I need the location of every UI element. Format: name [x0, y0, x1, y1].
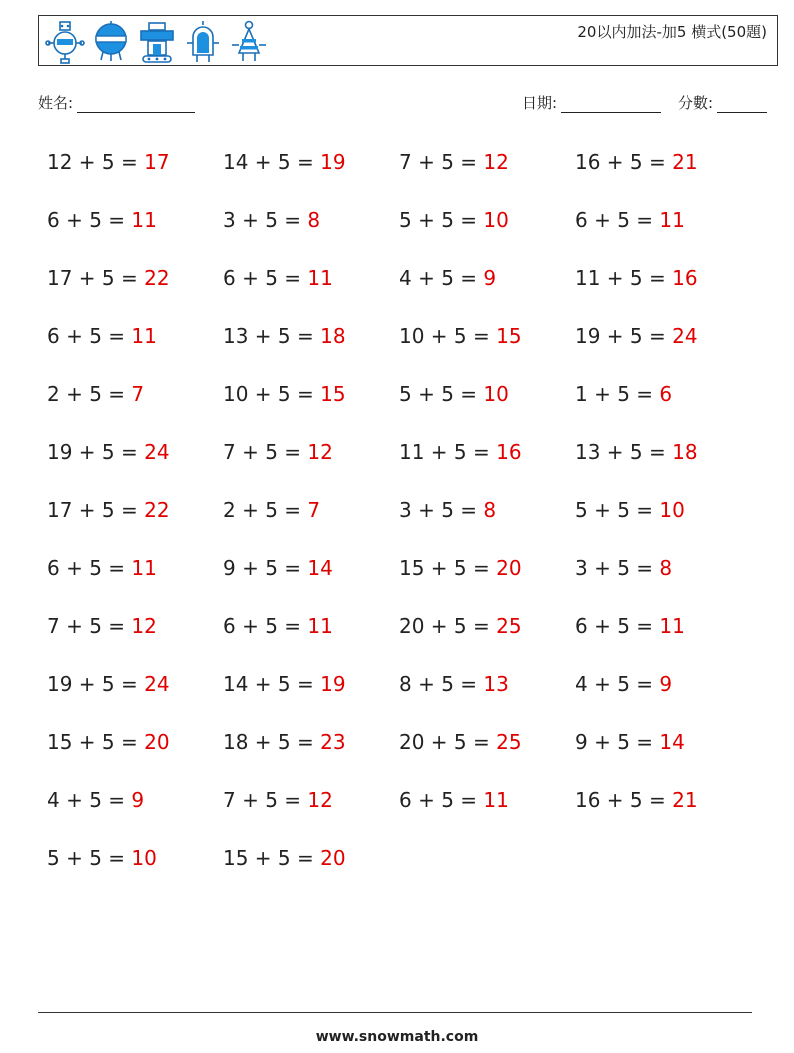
problem-item [399, 319, 522, 353]
problem-answer: 9 [659, 672, 673, 696]
footer-url: www.snowmath.com [315, 1029, 479, 1045]
problem-answer: 14 [659, 730, 685, 754]
problem-item [399, 435, 522, 469]
problem-question: 15 + 5 = [399, 556, 497, 580]
problem-item [575, 435, 698, 469]
problem-item [399, 145, 509, 179]
problem-row [47, 783, 767, 817]
problem-item [47, 783, 144, 817]
problem-question: 5 + 5 = [47, 846, 132, 870]
problem-item [575, 725, 685, 759]
problem-question: 19 + 5 = [47, 672, 145, 696]
problem-question: 10 + 5 = [223, 382, 321, 406]
problem-answer: 10 [483, 382, 509, 406]
problem-row [47, 203, 767, 237]
problem-question: 12 + 5 = [47, 150, 145, 174]
problem-answer: 21 [672, 150, 698, 174]
problem-question: 13 + 5 = [223, 324, 321, 348]
problem-item [575, 145, 698, 179]
problem-item [223, 145, 346, 179]
problem-row [47, 725, 767, 759]
problem-row [47, 319, 767, 353]
footer-divider [38, 1012, 752, 1013]
problem-item [223, 783, 333, 817]
name-field [38, 92, 195, 113]
problem-answer: 8 [483, 498, 497, 522]
problem-question: 6 + 5 = [575, 208, 660, 232]
problem-answer: 19 [320, 672, 346, 696]
problem-question: 18 + 5 = [223, 730, 321, 754]
problem-item [47, 609, 157, 643]
problem-item [575, 493, 685, 527]
problem-item [575, 261, 698, 295]
problem-answer: 24 [144, 440, 170, 464]
problem-item [47, 493, 170, 527]
problem-question: 2 + 5 = [223, 498, 308, 522]
problem-question: 11 + 5 = [399, 440, 497, 464]
problem-question: 9 + 5 = [575, 730, 660, 754]
problem-item [223, 261, 333, 295]
problem-answer: 18 [672, 440, 698, 464]
problem-answer: 11 [131, 556, 157, 580]
problem-row [47, 145, 767, 179]
problem-question: 16 + 5 = [575, 150, 673, 174]
problem-question: 7 + 5 = [223, 440, 308, 464]
problem-question: 5 + 5 = [575, 498, 660, 522]
problem-item [575, 551, 672, 585]
problem-item [47, 261, 170, 295]
problem-item [399, 377, 509, 411]
problem-item [575, 319, 698, 353]
date-label: 日期: [522, 94, 558, 112]
problem-answer: 20 [496, 556, 522, 580]
problem-item [47, 319, 157, 353]
problem-question: 6 + 5 = [47, 208, 132, 232]
problem-question: 3 + 5 = [223, 208, 308, 232]
problem-question: 11 + 5 = [575, 266, 673, 290]
header-box [38, 15, 778, 66]
problem-answer: 24 [672, 324, 698, 348]
problem-item [47, 145, 170, 179]
problem-row [47, 493, 767, 527]
score-field [678, 92, 767, 113]
problem-question: 6 + 5 = [575, 614, 660, 638]
problem-answer: 25 [496, 614, 522, 638]
problem-question: 13 + 5 = [575, 440, 673, 464]
problem-question: 6 + 5 = [223, 266, 308, 290]
problem-answer: 10 [659, 498, 685, 522]
problem-item [399, 203, 509, 237]
problem-item [399, 725, 522, 759]
problem-answer: 15 [496, 324, 522, 348]
problem-question: 10 + 5 = [399, 324, 497, 348]
problem-answer: 7 [307, 498, 321, 522]
problem-answer: 17 [144, 150, 170, 174]
problem-question: 2 + 5 = [47, 382, 132, 406]
problem-item [47, 377, 144, 411]
problem-question: 19 + 5 = [47, 440, 145, 464]
problem-question: 7 + 5 = [399, 150, 484, 174]
problem-item [223, 203, 320, 237]
problem-question: 1 + 5 = [575, 382, 660, 406]
problem-question: 3 + 5 = [575, 556, 660, 580]
problem-answer: 10 [483, 208, 509, 232]
robot-icons [45, 19, 269, 65]
problem-question: 6 + 5 = [223, 614, 308, 638]
robot-5-icon [229, 19, 269, 65]
name-label: 姓名: [38, 94, 74, 112]
problem-item [575, 667, 672, 701]
problem-row [47, 609, 767, 643]
problem-question: 14 + 5 = [223, 150, 321, 174]
problem-item [575, 377, 672, 411]
problem-answer: 16 [672, 266, 698, 290]
problem-answer: 12 [483, 150, 509, 174]
problem-question: 7 + 5 = [223, 788, 308, 812]
problem-question: 9 + 5 = [223, 556, 308, 580]
problem-item [575, 203, 685, 237]
problem-question: 19 + 5 = [575, 324, 673, 348]
problem-item [399, 493, 496, 527]
problem-question: 6 + 5 = [399, 788, 484, 812]
problem-item [223, 377, 346, 411]
problem-question: 20 + 5 = [399, 614, 497, 638]
date-field [522, 92, 661, 113]
problem-question: 4 + 5 = [399, 266, 484, 290]
problem-answer: 12 [131, 614, 157, 638]
robot-3-icon [137, 19, 177, 65]
problem-answer: 9 [131, 788, 145, 812]
problem-item [399, 261, 496, 295]
name-blank[interactable] [77, 96, 195, 113]
problem-item [223, 609, 333, 643]
problem-answer: 21 [672, 788, 698, 812]
problem-answer: 24 [144, 672, 170, 696]
problem-item [399, 551, 522, 585]
problem-answer: 11 [131, 324, 157, 348]
problem-answer: 12 [307, 788, 333, 812]
problem-answer: 11 [307, 266, 333, 290]
problem-answer: 9 [483, 266, 497, 290]
problem-answer: 15 [320, 382, 346, 406]
robot-1-icon [45, 19, 85, 65]
worksheet-title: 20以内加法-加5 横式(50題) [577, 23, 767, 41]
problem-item [575, 609, 685, 643]
problem-answer: 10 [131, 846, 157, 870]
problem-item [399, 783, 509, 817]
problem-answer: 20 [144, 730, 170, 754]
robot-2-icon [91, 19, 131, 65]
problem-answer: 11 [659, 208, 685, 232]
problem-item [47, 667, 170, 701]
date-blank[interactable] [561, 96, 661, 113]
problem-row [47, 261, 767, 295]
problem-answer: 22 [144, 266, 170, 290]
problem-question: 16 + 5 = [575, 788, 673, 812]
problem-answer: 8 [659, 556, 673, 580]
problem-answer: 12 [307, 440, 333, 464]
problem-item [47, 841, 157, 875]
score-label: 分數: [678, 94, 714, 112]
problem-question: 3 + 5 = [399, 498, 484, 522]
problem-answer: 25 [496, 730, 522, 754]
problem-item [47, 725, 170, 759]
problem-question: 17 + 5 = [47, 498, 145, 522]
info-row [38, 92, 770, 116]
problem-answer: 19 [320, 150, 346, 174]
problem-item [399, 609, 522, 643]
problem-answer: 13 [483, 672, 509, 696]
problem-answer: 14 [307, 556, 333, 580]
problem-item [223, 435, 333, 469]
problem-item [47, 435, 170, 469]
problem-item [223, 725, 346, 759]
problem-item [223, 493, 320, 527]
problem-item [223, 667, 346, 701]
problem-row [47, 377, 767, 411]
problem-item [399, 667, 509, 701]
problem-row [47, 551, 767, 585]
problem-question: 6 + 5 = [47, 324, 132, 348]
problem-answer: 22 [144, 498, 170, 522]
problem-item [47, 203, 157, 237]
problem-answer: 7 [131, 382, 145, 406]
score-blank[interactable] [717, 96, 767, 113]
problem-item [223, 319, 346, 353]
problem-item [575, 783, 698, 817]
problem-question: 15 + 5 = [47, 730, 145, 754]
problem-answer: 18 [320, 324, 346, 348]
problem-row [47, 667, 767, 701]
problem-answer: 23 [320, 730, 346, 754]
problem-item [47, 551, 157, 585]
problem-question: 5 + 5 = [399, 208, 484, 232]
problem-item [223, 841, 346, 875]
problem-answer: 11 [307, 614, 333, 638]
problem-question: 15 + 5 = [223, 846, 321, 870]
problem-answer: 11 [659, 614, 685, 638]
problem-question: 20 + 5 = [399, 730, 497, 754]
problem-question: 7 + 5 = [47, 614, 132, 638]
problem-row [47, 841, 767, 875]
problem-item [223, 551, 333, 585]
problem-question: 8 + 5 = [399, 672, 484, 696]
problem-question: 17 + 5 = [47, 266, 145, 290]
problem-question: 4 + 5 = [47, 788, 132, 812]
problem-question: 4 + 5 = [575, 672, 660, 696]
robot-4-icon [183, 19, 223, 65]
problem-answer: 11 [483, 788, 509, 812]
problem-answer: 16 [496, 440, 522, 464]
problem-answer: 20 [320, 846, 346, 870]
problem-answer: 11 [131, 208, 157, 232]
problem-question: 6 + 5 = [47, 556, 132, 580]
problem-answer: 8 [307, 208, 321, 232]
problem-question: 14 + 5 = [223, 672, 321, 696]
problem-answer: 6 [659, 382, 673, 406]
problem-row [47, 435, 767, 469]
problem-question: 5 + 5 = [399, 382, 484, 406]
